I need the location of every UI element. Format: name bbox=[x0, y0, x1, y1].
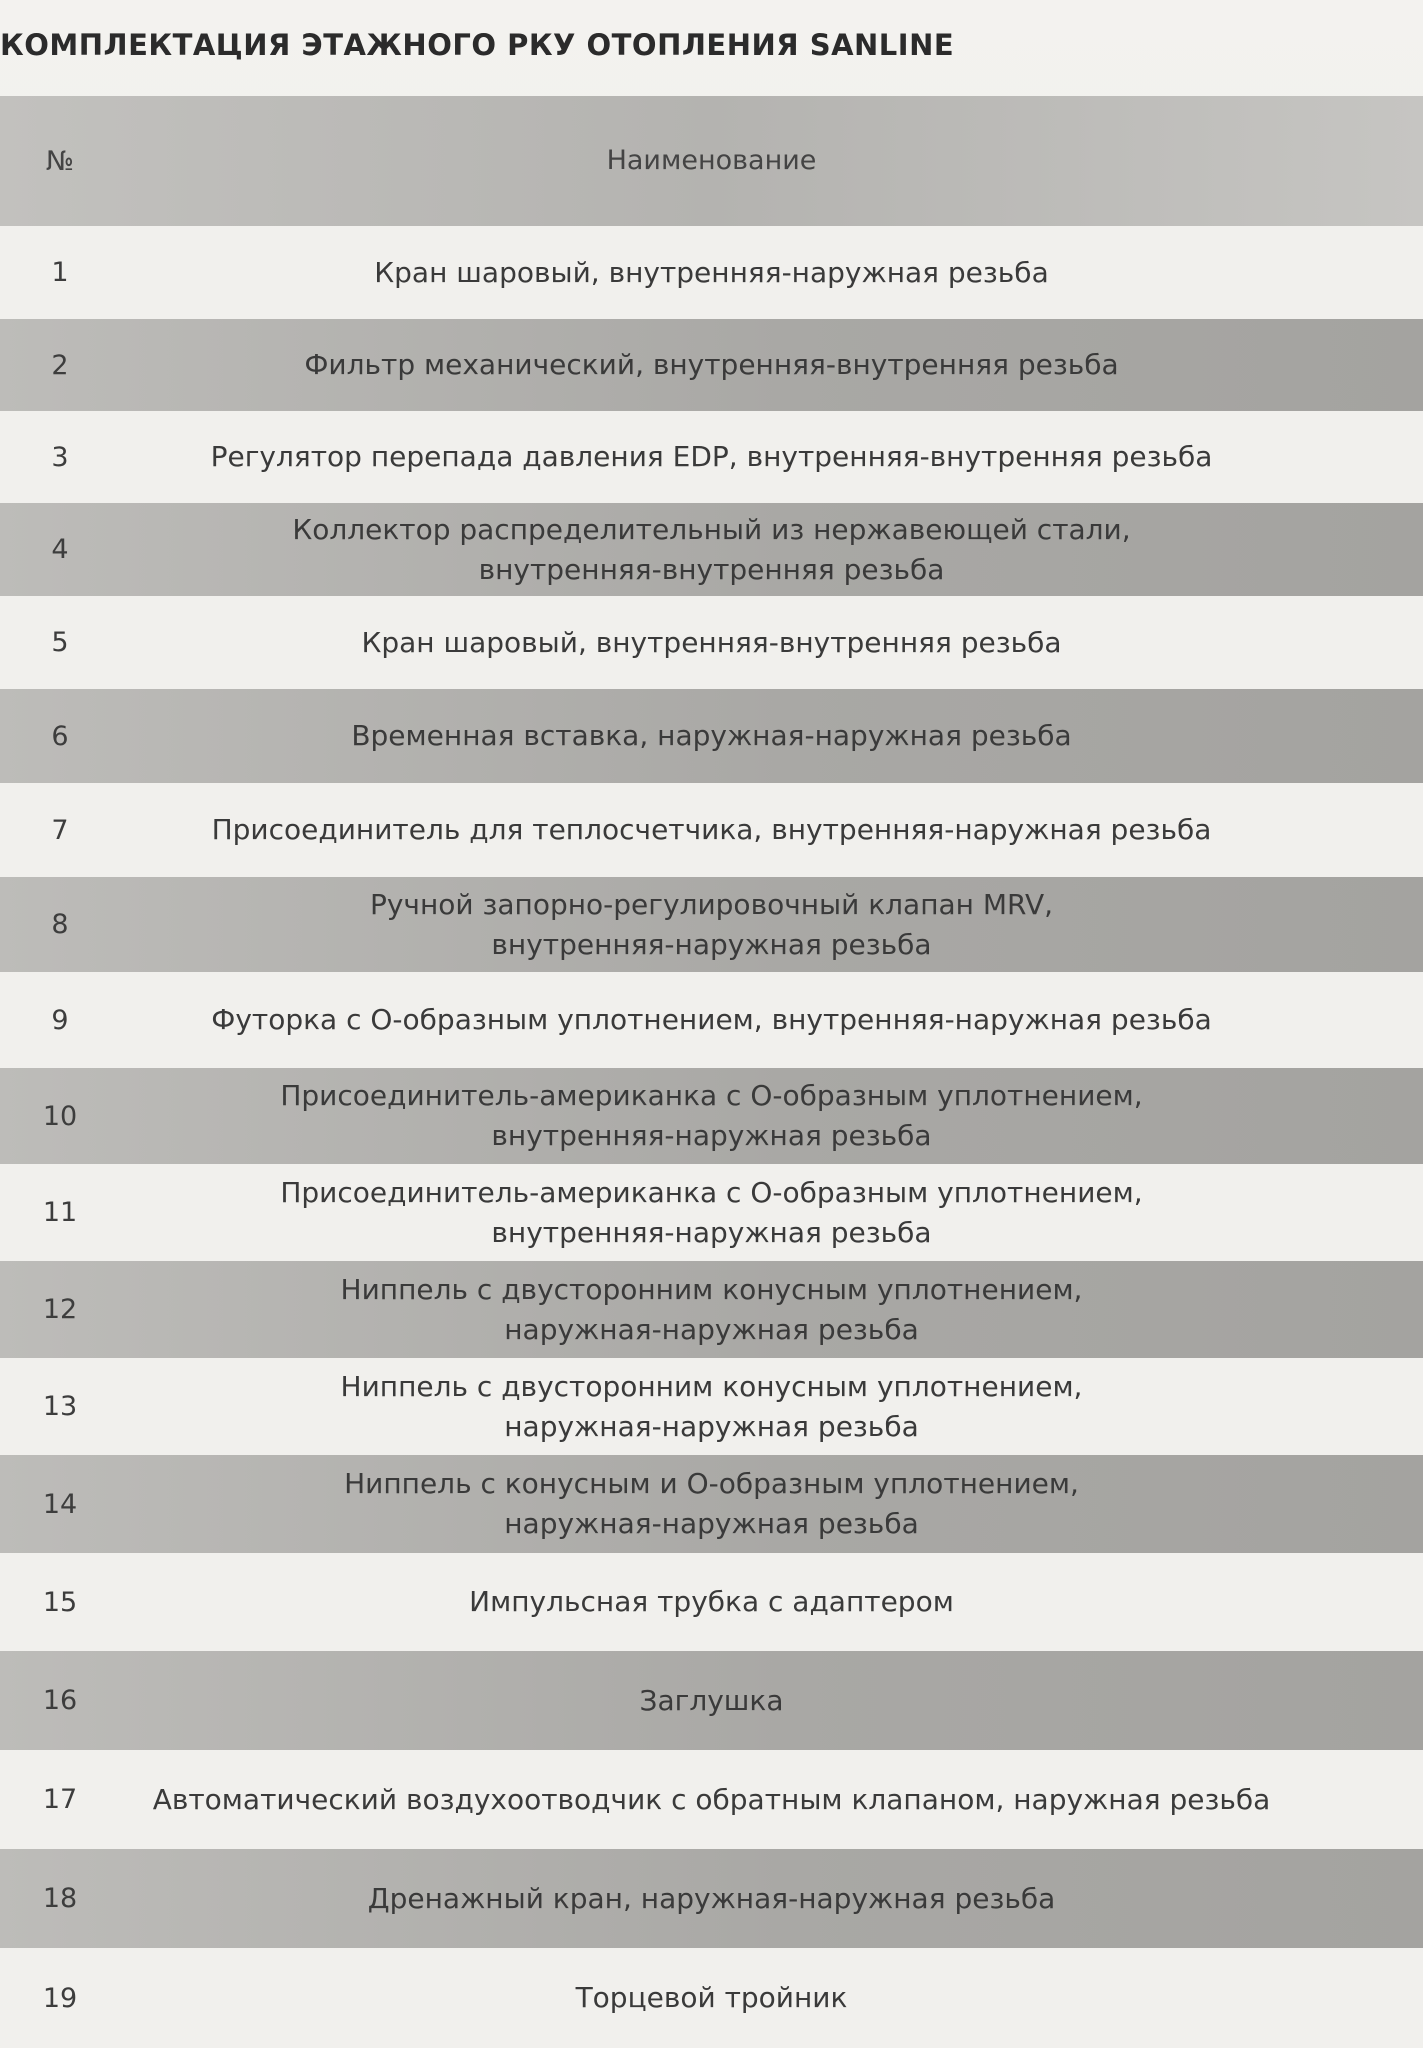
row-name: Фильтр механический, внутренняя-внутренняя резьба bbox=[304, 348, 1119, 381]
row-number: 6 bbox=[51, 720, 69, 752]
row-number: 12 bbox=[42, 1294, 78, 1325]
row-name: Присоединитель-американка с О-образным уплотнением, внутренняя-наружная резьба bbox=[280, 1175, 1143, 1249]
table-row bbox=[0, 1261, 1423, 1358]
row-number: 9 bbox=[51, 1004, 69, 1036]
row-name: Ниппель с конусным и О-образным уплотнением, наружная-наружная резьба bbox=[344, 1467, 1079, 1540]
row-number: 4 bbox=[51, 534, 69, 565]
row-number: 15 bbox=[42, 1586, 78, 1618]
table-row bbox=[0, 1164, 1423, 1261]
header-number: № bbox=[45, 145, 75, 177]
header-name: Наименование bbox=[606, 145, 817, 176]
row-name: Автоматический воздухоотводчик с обратным клапаном, наружная резьба bbox=[152, 1782, 1271, 1816]
row-name: Импульсная трубка с адаптером bbox=[469, 1585, 954, 1618]
table-row bbox=[0, 972, 1423, 1068]
row-name: Временная вставка, наружная-наружная резьба bbox=[351, 719, 1072, 752]
row-number: 2 bbox=[51, 349, 69, 381]
table-row bbox=[0, 596, 1423, 689]
table-row bbox=[0, 1849, 1423, 1948]
components-table bbox=[0, 96, 1423, 2048]
table-row bbox=[0, 1455, 1423, 1553]
table-row bbox=[0, 1651, 1423, 1750]
row-name: Торцевой тройник bbox=[575, 1981, 848, 2014]
table-row bbox=[0, 411, 1423, 503]
row-name: Присоединитель-американка с О-образным уплотнением, внутренняя-наружная резьба bbox=[280, 1079, 1143, 1152]
table-row bbox=[0, 1553, 1423, 1651]
row-number: 14 bbox=[42, 1488, 78, 1520]
row-number: 19 bbox=[42, 1982, 78, 2014]
row-number: 3 bbox=[51, 441, 69, 473]
row-name: Кран шаровый, внутренняя-наружная резьба bbox=[374, 255, 1049, 289]
row-name: Присоединитель для теплосчетчика, внутренняя-наружная резьба bbox=[211, 813, 1212, 846]
table-header-row bbox=[0, 96, 1423, 226]
row-number: 5 bbox=[51, 627, 69, 658]
table-row bbox=[0, 877, 1423, 972]
table-row bbox=[0, 226, 1423, 319]
row-number: 10 bbox=[42, 1100, 78, 1132]
row-number: 18 bbox=[42, 1883, 78, 1914]
table-row bbox=[0, 1750, 1423, 1849]
table-row bbox=[0, 1948, 1423, 2048]
row-name: Ниппель с двусторонним конусным уплотнением, наружная-наружная резьба bbox=[340, 1369, 1083, 1443]
row-number: 7 bbox=[51, 814, 69, 846]
table-row bbox=[0, 689, 1423, 783]
row-number: 17 bbox=[42, 1784, 78, 1815]
row-name: Ниппель с двусторонним конусным уплотнением, наружная-наружная резьба bbox=[340, 1272, 1083, 1346]
table-row bbox=[0, 319, 1423, 411]
row-number: 11 bbox=[42, 1197, 78, 1228]
table-row bbox=[0, 1358, 1423, 1455]
row-number: 1 bbox=[51, 257, 69, 288]
row-name: Ручной запорно-регулировочный клапан MRV, внутренняя-наружная резьба bbox=[369, 887, 1054, 961]
table-row bbox=[0, 1068, 1423, 1164]
row-name: Дренажный кран, наружная-наружная резьба bbox=[367, 1881, 1056, 1915]
document-title: КОМПЛЕКТАЦИЯ ЭТАЖНОГО РКУ ОТОПЛЕНИЯ SANLINE bbox=[0, 28, 955, 62]
row-name: Регулятор перепада давления EDP, внутренняя-внутренняя резьба bbox=[210, 440, 1213, 473]
table-row bbox=[0, 783, 1423, 877]
table-row bbox=[0, 503, 1423, 596]
row-number: 8 bbox=[51, 909, 69, 940]
row-name: Кран шаровый, внутренняя-внутренняя резьба bbox=[361, 625, 1062, 659]
row-name: Коллектор распределительный из нержавеющей стали, внутренняя-внутренняя резьба bbox=[292, 512, 1131, 586]
row-number: 16 bbox=[42, 1685, 78, 1716]
row-number: 13 bbox=[42, 1391, 78, 1422]
row-name: Футорка с О-образным уплотнением, внутренняя-наружная резьба bbox=[211, 1003, 1212, 1036]
row-name: Заглушка bbox=[639, 1683, 784, 1717]
